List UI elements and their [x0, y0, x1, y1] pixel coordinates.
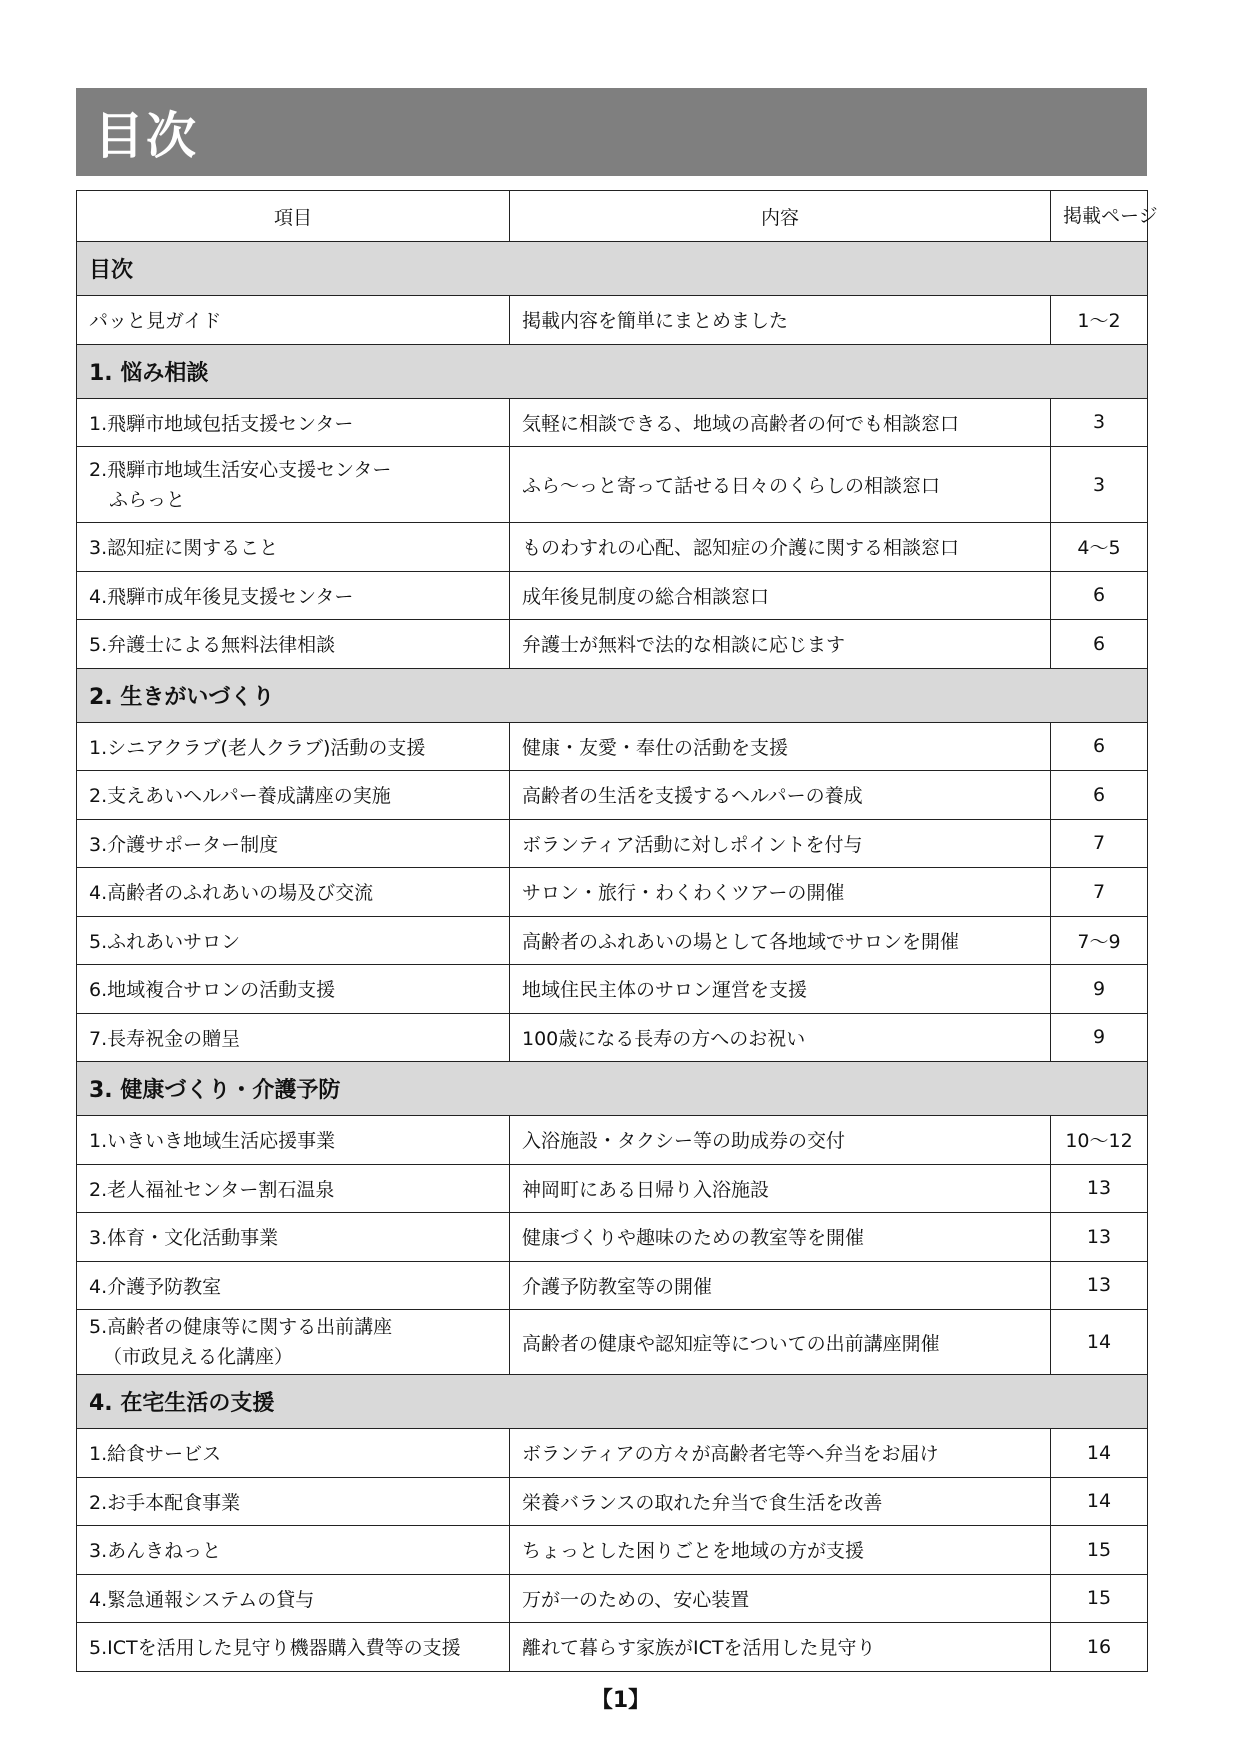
content-cell: ちょっとした困りごとを地域の方が支援 — [510, 1526, 1051, 1575]
toc-table — [76, 190, 1158, 1672]
section-title: 目次 — [77, 242, 1148, 296]
item-cell: 4.緊急通報システムの貸与 — [77, 1574, 510, 1623]
page-cell: 13 — [1051, 1164, 1148, 1213]
item-cell: 1.飛騨市地域包括支援センター — [77, 398, 510, 447]
content-cell: 成年後見制度の総合相談窓口 — [510, 571, 1051, 620]
page-cell: 14 — [1051, 1429, 1148, 1478]
table-row[interactable] — [77, 1261, 1148, 1310]
table-row[interactable] — [77, 1429, 1148, 1478]
item-cell: 5.ふれあいサロン — [77, 916, 510, 965]
table-row[interactable] — [77, 571, 1148, 620]
item-cell: パッと見ガイド — [77, 296, 510, 345]
item-cell: 3.あんきねっと — [77, 1526, 510, 1575]
page-cell: 7～9 — [1051, 916, 1148, 965]
item-cell: 6.地域複合サロンの活動支援 — [77, 965, 510, 1014]
page-cell: 6 — [1051, 620, 1148, 669]
item-cell: 1.いきいき地域生活応援事業 — [77, 1116, 510, 1165]
table-row[interactable] — [77, 1013, 1148, 1062]
page-cell: 3 — [1051, 398, 1148, 447]
page-cell: 3 — [1051, 447, 1148, 523]
table-row[interactable] — [77, 771, 1148, 820]
item-label: 5.高齢者の健康等に関する出前講座 — [89, 1316, 393, 1338]
page-cell: 1～2 — [1051, 296, 1148, 345]
section-title: 4. 在宅生活の支援 — [77, 1375, 1148, 1429]
item-cell: 1.給食サービス — [77, 1429, 510, 1478]
item-sublabel: （市政見える化講座） — [103, 1346, 294, 1368]
item-cell — [77, 1310, 510, 1375]
item-cell: 4.飛騨市成年後見支援センター — [77, 571, 510, 620]
page-cell: 7 — [1051, 819, 1148, 868]
section-header — [77, 1375, 1148, 1429]
table-row[interactable] — [77, 296, 1148, 345]
content-cell: 100歳になる長寿の方へのお祝い — [510, 1013, 1051, 1062]
section-header — [77, 242, 1148, 296]
page-title: 目次 — [76, 88, 1147, 176]
content-cell: 地域住民主体のサロン運営を支援 — [510, 965, 1051, 1014]
content-cell: 万が一のための、安心装置 — [510, 1574, 1051, 1623]
section-header — [77, 668, 1148, 722]
content-cell: 高齢者の健康や認知症等についての出前講座開催 — [510, 1310, 1051, 1375]
page-cell: 10～12 — [1051, 1116, 1148, 1165]
content-cell: 高齢者の生活を支援するヘルパーの養成 — [510, 771, 1051, 820]
page-cell: 9 — [1051, 1013, 1148, 1062]
table-row[interactable] — [77, 523, 1148, 572]
page-cell: 7 — [1051, 868, 1148, 917]
content-cell: 介護予防教室等の開催 — [510, 1261, 1051, 1310]
table-row[interactable] — [77, 1526, 1148, 1575]
content-cell: 神岡町にある日帰り入浴施設 — [510, 1164, 1051, 1213]
item-cell: 4.介護予防教室 — [77, 1261, 510, 1310]
content-cell: ものわすれの心配、認知症の介護に関する相談窓口 — [510, 523, 1051, 572]
page-cell: 13 — [1051, 1261, 1148, 1310]
item-cell: 2.支えあいヘルパー養成講座の実施 — [77, 771, 510, 820]
item-label: 2.飛騨市地域生活安心支援センター — [89, 458, 392, 481]
page-cell: 15 — [1051, 1574, 1148, 1623]
section-header — [77, 344, 1148, 398]
item-cell: 7.長寿祝金の贈呈 — [77, 1013, 510, 1062]
item-cell — [77, 447, 510, 523]
content-cell: ボランティア活動に対しポイントを付与 — [510, 819, 1051, 868]
page-cell: 4～5 — [1051, 523, 1148, 572]
table-row[interactable] — [77, 1213, 1148, 1262]
item-cell: 2.お手本配食事業 — [77, 1477, 510, 1526]
content-cell: 気軽に相談できる、地域の高齢者の何でも相談窓口 — [510, 398, 1051, 447]
table-row[interactable] — [77, 1310, 1148, 1375]
content-cell: 離れて暮らす家族がICTを活用した見守り — [510, 1623, 1051, 1672]
section-title: 1. 悩み相談 — [77, 344, 1148, 398]
table-row[interactable] — [77, 1164, 1148, 1213]
table-row[interactable] — [77, 916, 1148, 965]
table-row[interactable] — [77, 868, 1148, 917]
item-cell: 3.体育・文化活動事業 — [77, 1213, 510, 1262]
item-sublabel: ふらっと — [109, 488, 186, 511]
header-page: 掲載ページ — [1051, 191, 1148, 242]
table-row[interactable] — [77, 1116, 1148, 1165]
table-row[interactable] — [77, 722, 1148, 771]
page-cell: 16 — [1051, 1623, 1148, 1672]
table-row[interactable] — [77, 447, 1148, 523]
content-cell: ボランティアの方々が高齢者宅等へ弁当をお届け — [510, 1429, 1051, 1478]
item-cell: 5.弁護士による無料法律相談 — [77, 620, 510, 669]
page-number: 【1】 — [590, 1688, 651, 1713]
page-cell: 15 — [1051, 1526, 1148, 1575]
item-cell: 4.高齢者のふれあいの場及び交流 — [77, 868, 510, 917]
item-cell: 3.認知症に関すること — [77, 523, 510, 572]
table-row[interactable] — [77, 1623, 1148, 1672]
header-item: 項目 — [77, 191, 510, 242]
table-row[interactable] — [77, 819, 1148, 868]
item-cell: 3.介護サポーター制度 — [77, 819, 510, 868]
item-cell: 1.シニアクラブ(老人クラブ)活動の支援 — [77, 722, 510, 771]
content-cell: 弁護士が無料で法的な相談に応じます — [510, 620, 1051, 669]
content-cell: ふら～っと寄って話せる日々のくらしの相談窓口 — [510, 447, 1051, 523]
page-cell: 9 — [1051, 965, 1148, 1014]
item-cell: 2.老人福祉センター割石温泉 — [77, 1164, 510, 1213]
content-cell: 入浴施設・タクシー等の助成券の交付 — [510, 1116, 1051, 1165]
content-cell: サロン・旅行・わくわくツアーの開催 — [510, 868, 1051, 917]
page-cell: 6 — [1051, 771, 1148, 820]
table-row[interactable] — [77, 1477, 1148, 1526]
section-title: 2. 生きがいづくり — [77, 668, 1148, 722]
page-cell: 14 — [1051, 1477, 1148, 1526]
item-cell: 5.ICTを活用した見守り機器購入費等の支援 — [77, 1623, 510, 1672]
table-row[interactable] — [77, 965, 1148, 1014]
page-cell: 6 — [1051, 722, 1148, 771]
table-row[interactable] — [77, 1574, 1148, 1623]
table-row[interactable] — [77, 398, 1148, 447]
page-cell: 13 — [1051, 1213, 1148, 1262]
page-cell: 14 — [1051, 1310, 1148, 1375]
table-row[interactable] — [77, 620, 1148, 669]
content-cell: 健康づくりや趣味のための教室等を開催 — [510, 1213, 1051, 1262]
content-cell: 栄養バランスの取れた弁当で食生活を改善 — [510, 1477, 1051, 1526]
page-cell: 6 — [1051, 571, 1148, 620]
header-row — [77, 191, 1148, 242]
content-cell: 掲載内容を簡単にまとめました — [510, 296, 1051, 345]
header-content: 内容 — [510, 191, 1051, 242]
content-cell: 高齢者のふれあいの場として各地域でサロンを開催 — [510, 916, 1051, 965]
content-cell: 健康・友愛・奉仕の活動を支援 — [510, 722, 1051, 771]
section-header — [77, 1062, 1148, 1116]
section-title: 3. 健康づくり・介護予防 — [77, 1062, 1148, 1116]
